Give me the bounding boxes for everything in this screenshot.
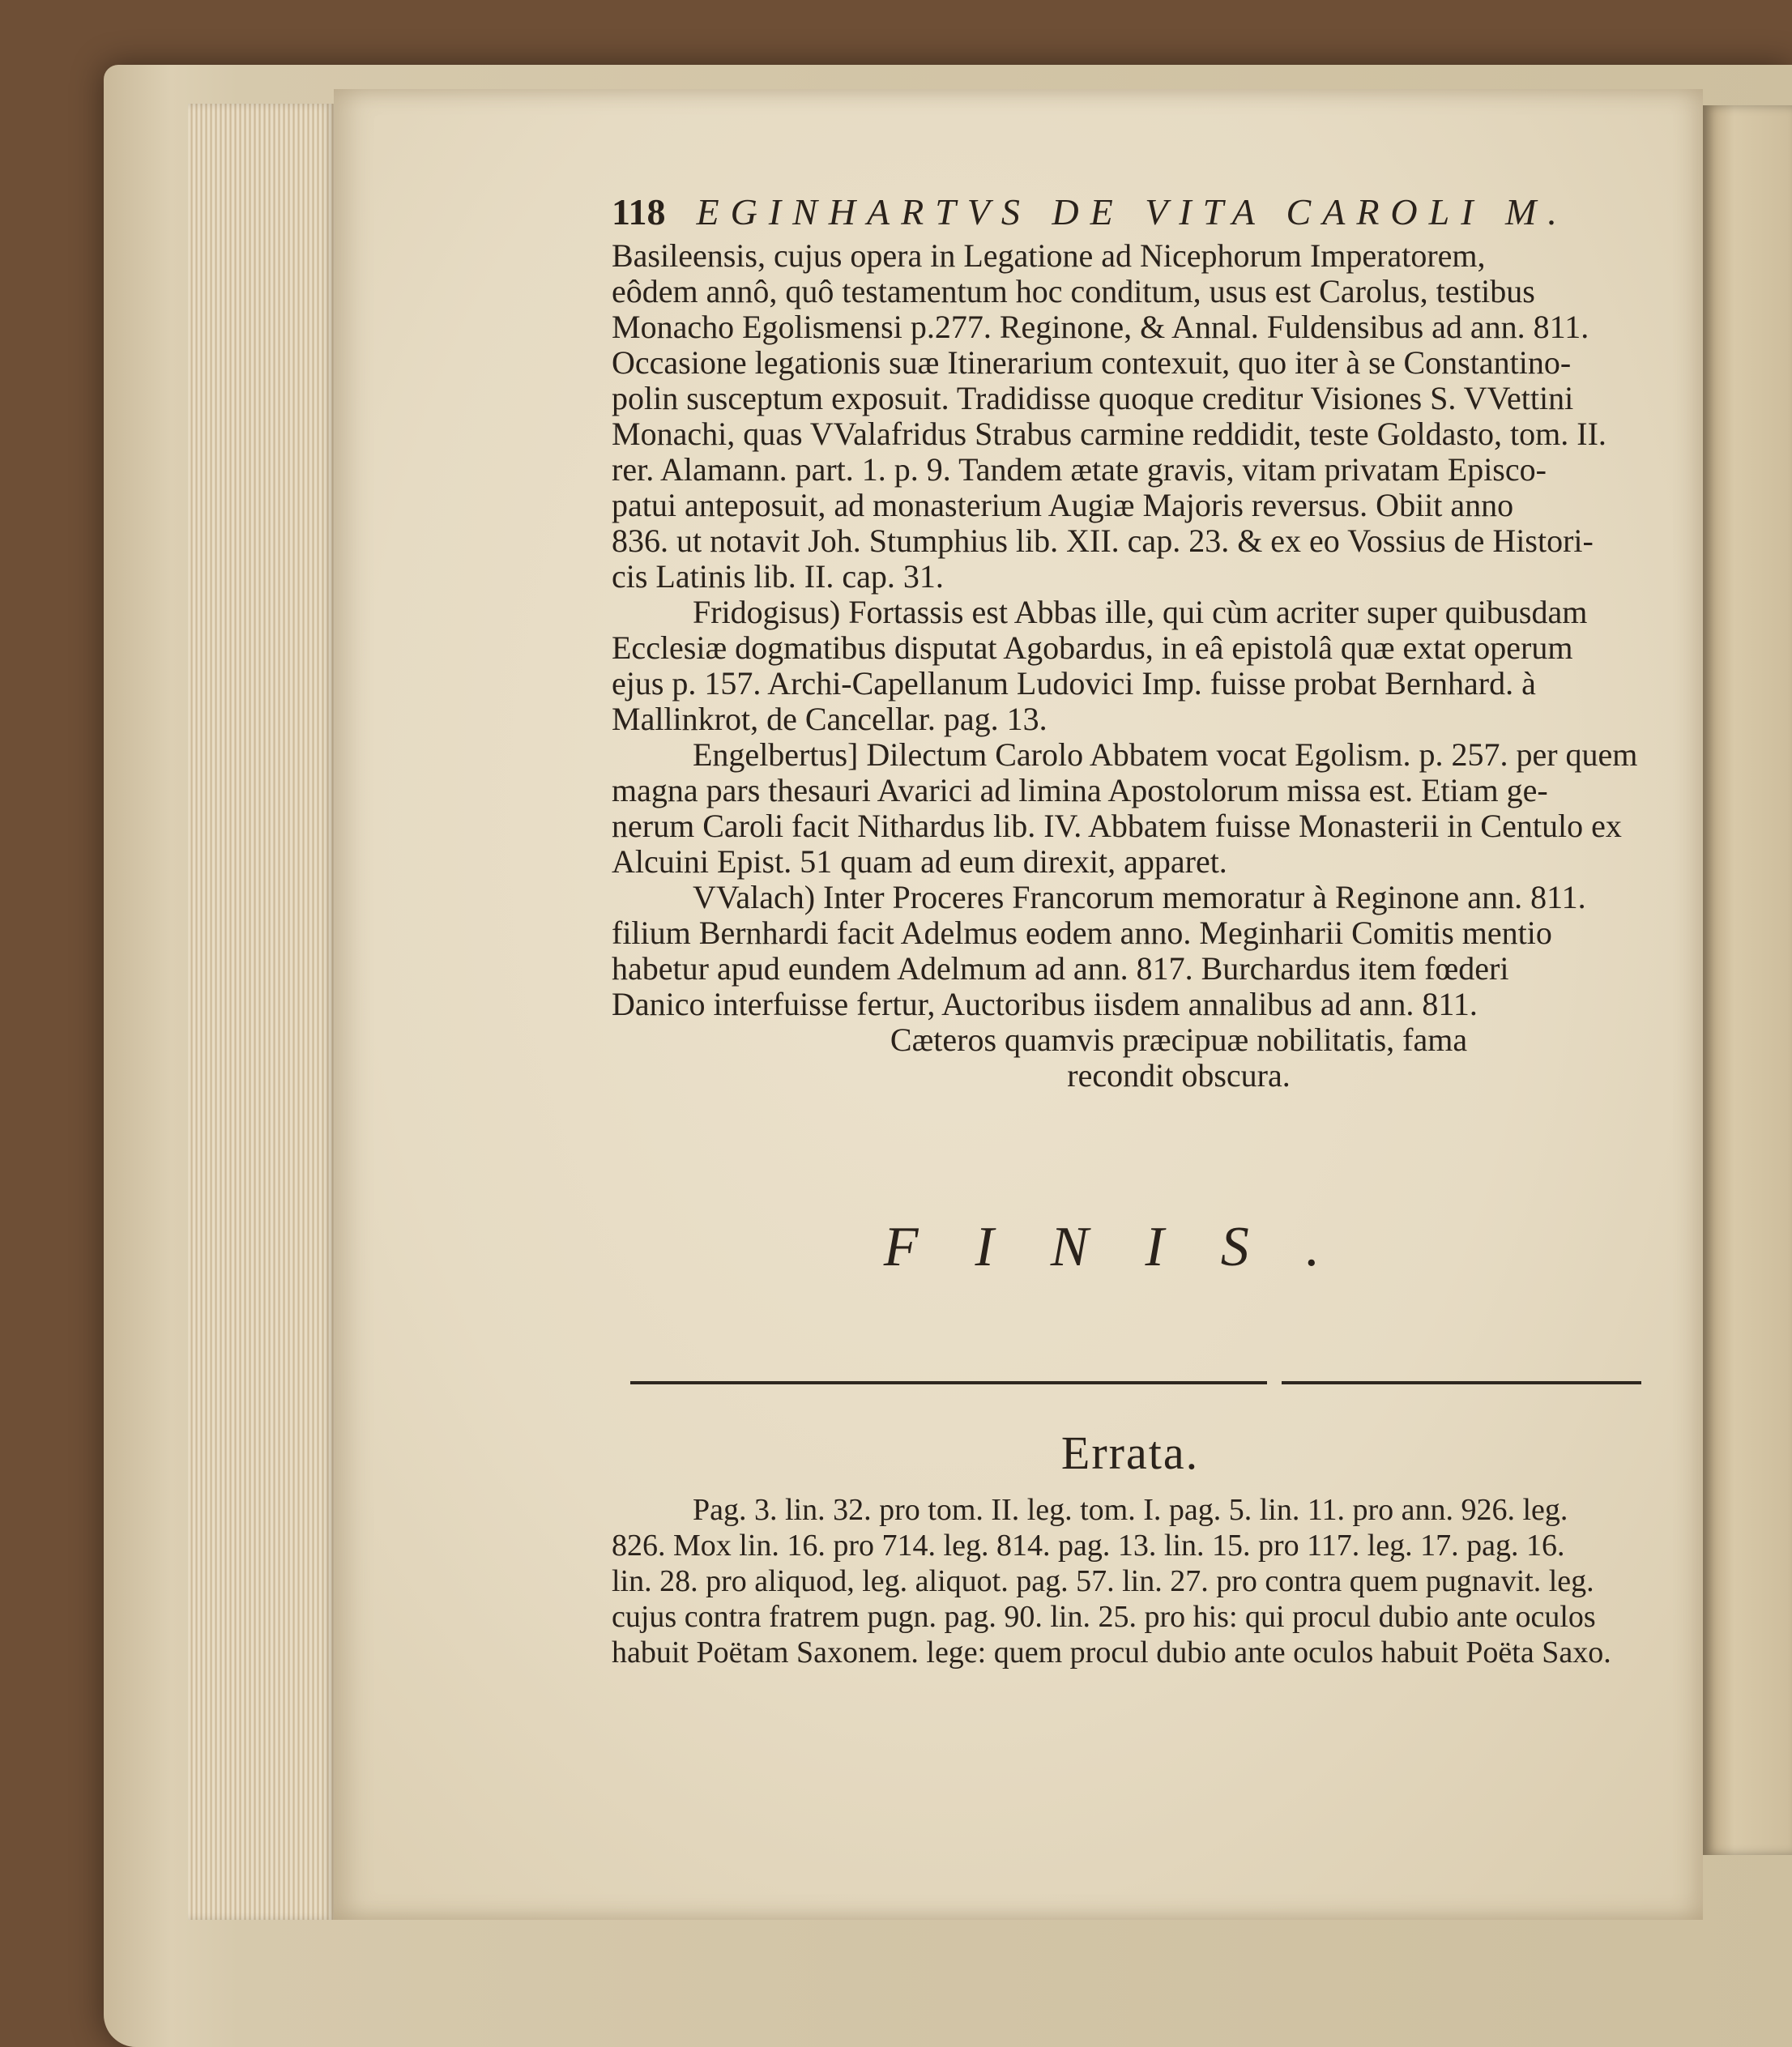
note-engelbertus: [612, 737, 1649, 880]
text-line: magna pars thesauri Avarici ad limina Apostolorum missa est. Etiam ge-: [612, 773, 1548, 808]
text-line: Danico interfuisse fertur, Auctoribus iisdem annalibus ad ann. 811.: [612, 987, 1478, 1022]
text-line: VValach) Inter Proceres Francorum memoratur à Reginone ann. 811.: [693, 880, 1586, 915]
text-line: Mallinkrot, de Cancellar. pag. 13.: [612, 702, 1047, 737]
text-line: patui anteposuit, ad monasterium Augiæ Majoris reversus. Obiit anno: [612, 488, 1514, 523]
text-line: rer. Alamann. part. 1. p. 9. Tandem ætate gravis, vitam privatam Episco-: [612, 452, 1547, 488]
errata-list: [612, 1492, 1649, 1670]
text-line: ejus p. 157. Archi-Capellanum Ludovici Imp. fuisse probat Bernhard. à: [612, 666, 1536, 702]
text-line: eôdem annô, quô testamentum hoc conditum, usus est Carolus, testibus: [612, 274, 1535, 309]
facing-page-edge: [1703, 105, 1792, 1855]
rule-left: [630, 1381, 1267, 1384]
verse-line: recondit obscura.: [1067, 1057, 1291, 1094]
rule-right: [1282, 1381, 1641, 1384]
text-line: Engelbertus] Dilectum Carolo Abbatem vocat Egolism. p. 257. per quem: [693, 737, 1638, 773]
text-line: Alcuini Epist. 51 quam ad eum direxit, apparet.: [612, 844, 1227, 880]
text-block: [612, 186, 1649, 1094]
body-paragraph: [612, 238, 1649, 595]
page-edges: [188, 104, 334, 1920]
text-line: 836. ut notavit Joh. Stumphius lib. XII. cap. 23. & ex eo Vossius de Histori-: [612, 523, 1594, 559]
page-number: 118: [612, 191, 666, 232]
text-line: Basileensis, cujus opera in Legatione ad Nicephorum Imperatorem,: [612, 238, 1486, 274]
verse-line: Cæteros quamvis præcipuæ nobilitatis, fama: [890, 1021, 1468, 1058]
text-line: habetur apud eundem Adelmum ad ann. 817. Burchardus item fœderi: [612, 951, 1509, 987]
text-line: Ecclesiæ dogmatibus disputat Agobardus, in eâ epistolâ quæ extat operum: [612, 630, 1573, 666]
running-title: EGINHARTVS DE VITA CAROLI M.: [696, 191, 1568, 232]
text-line: Monacho Egolismensi p.277. Reginone, & Annal. Fuldensibus ad ann. 811.: [612, 309, 1589, 345]
text-line: filium Bernhardi facit Adelmus eodem anno. Meginharii Comitis mentio: [612, 915, 1552, 951]
running-header: [612, 186, 1649, 238]
note-fridogisus: [612, 595, 1649, 737]
errata-line: 826. Mox lin. 16. pro 714. leg. 814. pag. 13. lin. 15. pro 117. leg. 17. pag. 16.: [612, 1529, 1565, 1563]
errata-title: Errata.: [1060, 1427, 1200, 1479]
text-line: polin susceptum exposuit. Tradidisse quoque creditur Visiones S. VVettini: [612, 381, 1574, 416]
errata-line: cujus contra fratrem pugn. pag. 90. lin. 25. pro his: qui procul dubio ante oculos: [612, 1600, 1596, 1634]
text-line: Fridogisus) Fortassis est Abbas ille, qui cùm acriter super quibusdam: [693, 595, 1588, 630]
text-line: Occasione legationis suæ Itinerarium contexuit, quo iter à se Constantino-: [612, 345, 1572, 381]
note-walach: [612, 880, 1649, 1022]
closing-verse: [709, 1022, 1649, 1094]
errata-line: lin. 28. pro aliquod, leg. aliquot. pag. 57. lin. 27. pro contra quem pugnavit. leg.: [612, 1564, 1594, 1598]
finis-heading: FINIS.: [883, 1216, 1377, 1278]
text-line: nerum Caroli facit Nithardus lib. IV. Abbatem fuisse Monasterii in Centulo ex: [612, 808, 1622, 844]
errata-line: habuit Poëtam Saxonem. lege: quem procul dubio ante oculos habuit Poëta Saxo.: [612, 1635, 1611, 1670]
text-line: cis Latinis lib. II. cap. 31.: [612, 559, 944, 595]
text-line: Monachi, quas VValafridus Strabus carmine reddidit, teste Goldasto, tom. II.: [612, 416, 1606, 452]
errata-line: Pag. 3. lin. 32. pro tom. II. leg. tom. I. pag. 5. lin. 11. pro ann. 926. leg.: [693, 1493, 1568, 1527]
